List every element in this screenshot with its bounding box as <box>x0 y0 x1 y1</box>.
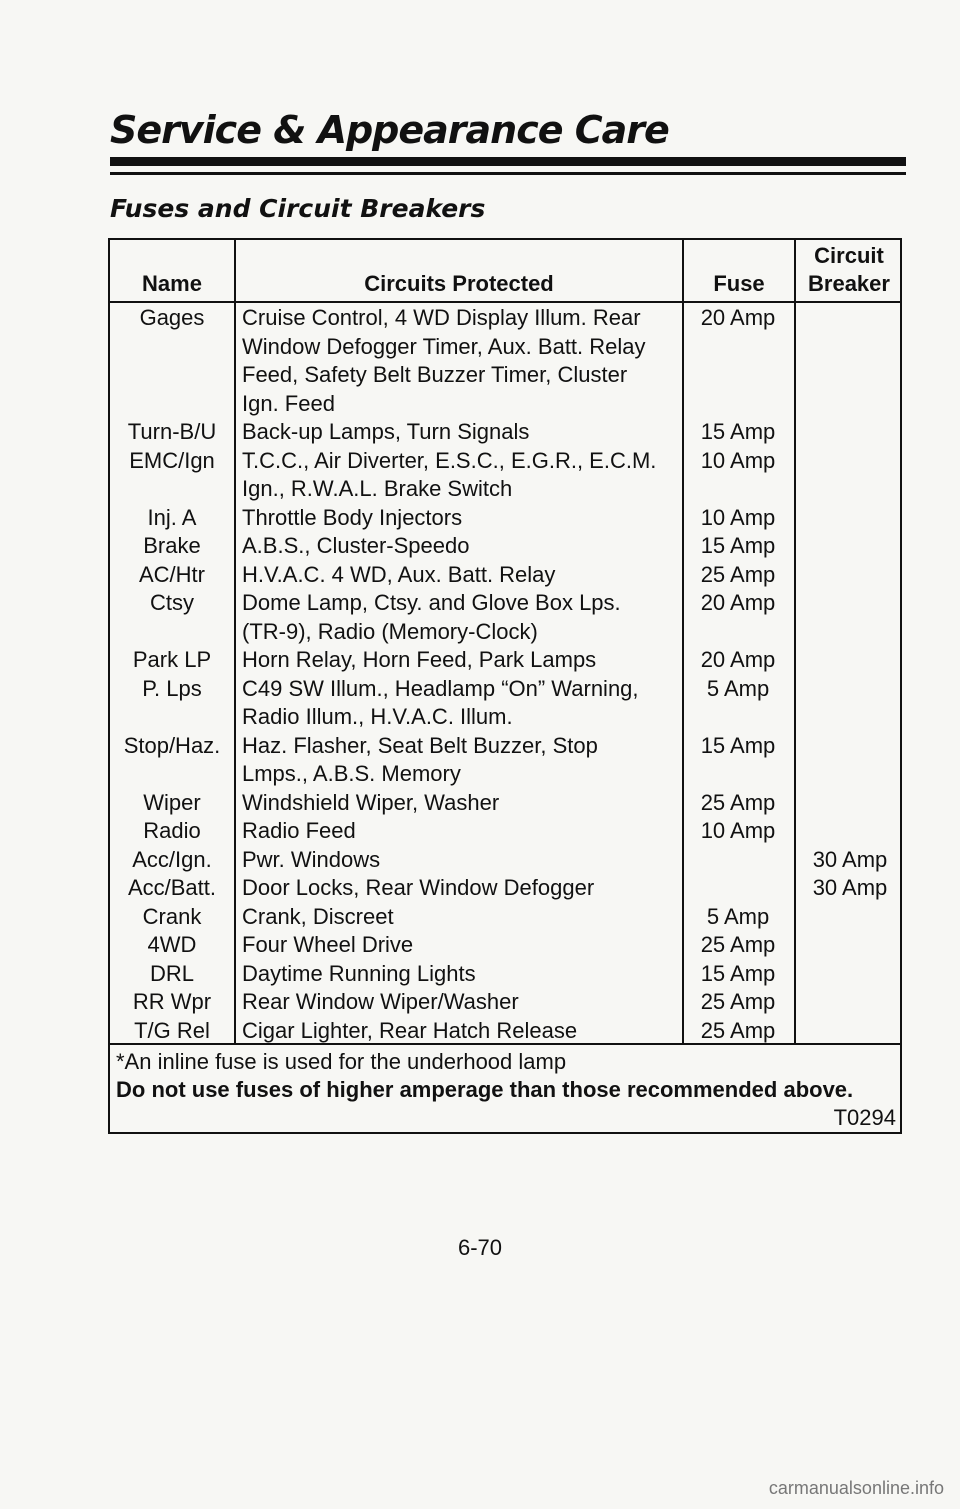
cell-fuse: 25 Amp <box>700 989 776 1014</box>
cell-circuits <box>242 931 682 960</box>
circuit-line: Throttle Body Injectors <box>242 504 463 530</box>
cell-name: 4WD <box>147 932 197 957</box>
cell-circuits <box>242 589 682 646</box>
cell-name: Gages <box>139 305 205 330</box>
cell-fuse: 15 Amp <box>700 732 776 758</box>
cell-circuits <box>242 675 682 732</box>
cell-circuits <box>242 447 682 504</box>
column-divider-name <box>234 240 236 1043</box>
circuit-line: Ign., R.W.A.L. Brake Switch <box>242 476 513 501</box>
cell-circuits <box>242 418 682 447</box>
circuit-line: H.V.A.C. 4 WD, Aux. Batt. Relay <box>242 561 556 587</box>
circuit-line: Rear Window Wiper/Washer <box>242 989 519 1014</box>
table-code: T0294 <box>833 1105 896 1130</box>
header-breaker-line1: Circuit <box>814 243 884 268</box>
footnote: *An inline fuse is used for the underhood lamp <box>116 1049 567 1074</box>
cell-fuse: 10 Amp <box>700 504 776 530</box>
header-rule-thin <box>110 172 906 175</box>
cell-fuse: 20 Amp <box>700 305 776 330</box>
cell-circuits <box>242 846 682 875</box>
header-name: Name <box>142 271 202 296</box>
cell-fuse: 5 Amp <box>706 903 770 929</box>
cell-name: Ctsy <box>150 590 194 615</box>
cell-fuse: 25 Amp <box>700 1017 776 1043</box>
cell-circuits <box>242 532 682 561</box>
circuit-line: A.B.S., Cluster-Speedo <box>242 533 470 558</box>
circuit-line: Door Locks, Rear Window Defogger <box>242 875 595 900</box>
header-breaker-line2: Breaker <box>808 271 890 296</box>
cell-fuse: 10 Amp <box>700 447 776 473</box>
circuit-line: Daytime Running Lights <box>242 960 476 986</box>
circuit-line: Ign. Feed <box>242 390 335 416</box>
cell-name: Park LP <box>132 647 212 672</box>
cell-circuits <box>242 561 682 590</box>
circuit-line: Pwr. Windows <box>242 846 381 872</box>
header-rule-thick <box>110 157 906 166</box>
cell-name: Acc/Batt. <box>127 875 217 900</box>
cell-name: Crank <box>142 903 202 929</box>
cell-name: DRL <box>149 960 194 986</box>
cell-fuse: 20 Amp <box>700 647 776 672</box>
circuit-line: Lmps., A.B.S. Memory <box>242 761 461 786</box>
cell-fuse: 20 Amp <box>700 590 776 615</box>
circuit-line: C49 SW Illum., Headlamp “On” Warning, <box>242 675 639 701</box>
cell-circuits <box>242 874 682 903</box>
footer-divider <box>110 1043 900 1045</box>
cell-name: RR Wpr <box>132 989 212 1014</box>
cell-breaker: 30 Amp <box>812 846 888 872</box>
cell-circuits <box>242 1017 682 1046</box>
cell-circuits <box>242 789 682 818</box>
circuit-line: T.C.C., Air Diverter, E.S.C., E.G.R., E.C.M. <box>242 447 657 473</box>
cell-fuse: 25 Amp <box>700 561 776 587</box>
circuit-line: Cigar Lighter, Rear Hatch Release <box>242 1017 578 1043</box>
cell-circuits <box>242 504 682 533</box>
cell-fuse: 25 Amp <box>700 789 776 815</box>
circuit-line: Haz. Flasher, Seat Belt Buzzer, Stop <box>242 732 598 758</box>
page-number: 6-70 <box>457 1235 503 1260</box>
circuit-line: Windshield Wiper, Washer <box>242 789 500 815</box>
circuit-line: Feed, Safety Belt Buzzer Timer, Cluster <box>242 362 628 387</box>
circuit-line: Crank, Discreet <box>242 903 394 929</box>
cell-fuse: 10 Amp <box>700 818 776 843</box>
circuit-line: Radio Feed <box>242 818 356 843</box>
section-title: Fuses and Circuit Breakers <box>110 194 486 223</box>
circuit-line: Radio Illum., H.V.A.C. Illum. <box>242 704 513 729</box>
circuit-line: Dome Lamp, Ctsy. and Glove Box Lps. <box>242 590 621 615</box>
cell-breaker: 30 Amp <box>812 875 888 900</box>
cell-fuse: 15 Amp <box>700 419 776 444</box>
cell-name: T/G Rel <box>134 1017 210 1043</box>
cell-circuits <box>242 304 682 418</box>
watermark: carmanualsonline.info <box>768 1478 944 1498</box>
header-circuits-protected: Circuits Protected <box>364 271 554 296</box>
cell-name: P. Lps <box>142 675 202 701</box>
circuit-line: Four Wheel Drive <box>242 932 414 957</box>
cell-name: Radio <box>143 818 201 843</box>
cell-circuits <box>242 903 682 932</box>
cell-fuse: 5 Amp <box>706 675 770 701</box>
cell-name: Wiper <box>143 789 201 815</box>
cell-name: Stop/Haz. <box>123 732 221 758</box>
cell-name: Turn-B/U <box>127 419 217 444</box>
cell-fuse: 15 Amp <box>700 960 776 986</box>
cell-name: EMC/Ign <box>129 447 215 473</box>
cell-name: Inj. A <box>147 504 197 530</box>
circuit-line: Back-up Lamps, Turn Signals <box>242 419 530 444</box>
header-divider <box>110 301 900 303</box>
cell-name: Acc/Ign. <box>132 846 212 872</box>
warning-note: Do not use fuses of higher amperage than those recommended above. <box>116 1077 854 1102</box>
circuit-line: Horn Relay, Horn Feed, Park Lamps <box>242 647 597 672</box>
cell-name: Brake <box>143 533 201 558</box>
page-header-title: Service & Appearance Care <box>110 108 669 152</box>
cell-fuse: 25 Amp <box>700 932 776 957</box>
circuit-line: (TR-9), Radio (Memory-Clock) <box>242 618 538 644</box>
column-divider-fuse <box>794 240 796 1043</box>
cell-circuits <box>242 988 682 1017</box>
cell-circuits <box>242 732 682 789</box>
cell-fuse: 15 Amp <box>700 533 776 558</box>
fuse-table <box>108 238 902 1134</box>
circuit-line: Window Defogger Timer, Aux. Batt. Relay <box>242 333 646 359</box>
cell-circuits <box>242 817 682 846</box>
cell-circuits <box>242 960 682 989</box>
circuit-line: Cruise Control, 4 WD Display Illum. Rear <box>242 305 641 330</box>
header-fuse: Fuse <box>713 271 765 296</box>
cell-name: AC/Htr <box>139 561 205 587</box>
cell-circuits <box>242 646 682 675</box>
